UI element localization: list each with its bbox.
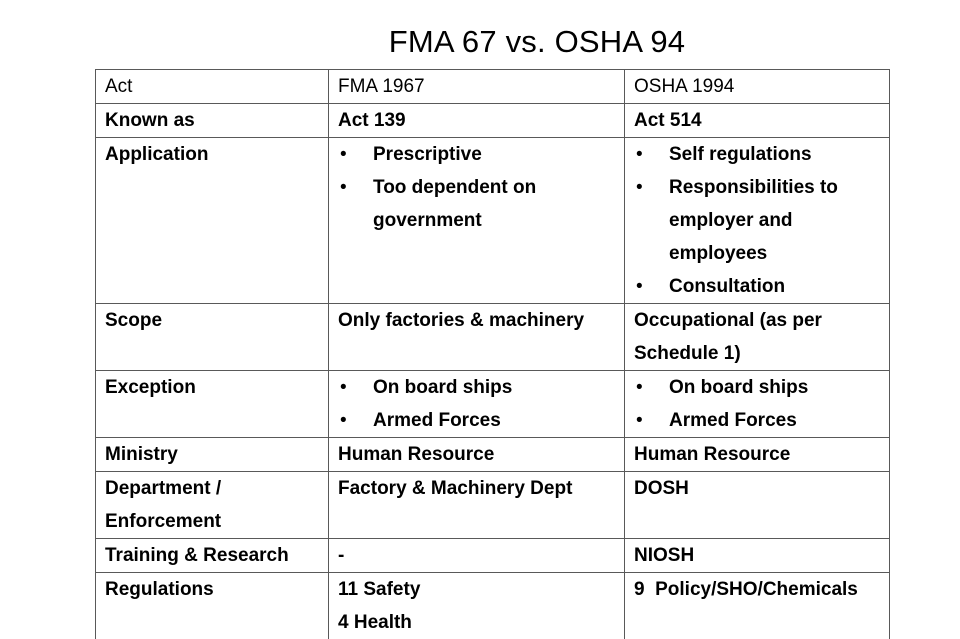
fma-cell: - xyxy=(329,539,625,573)
osha-cell: Act 514 xyxy=(625,104,890,138)
row-label: Training & Research xyxy=(96,539,329,573)
fma-bullet-list xyxy=(338,371,616,437)
bullet-item: • On board ships xyxy=(338,371,616,404)
fma-cell xyxy=(329,573,625,639)
table-row-scope xyxy=(96,304,890,371)
row-label: Scope xyxy=(96,304,329,371)
fma-cell xyxy=(329,138,625,304)
table-header-row xyxy=(96,70,890,104)
slide-title: FMA 67 vs. OSHA 94 xyxy=(0,18,960,66)
regulation-line: 11 Safety xyxy=(338,573,616,606)
fma-cell: Factory & Machinery Dept xyxy=(329,472,625,539)
osha-cell xyxy=(625,371,890,438)
fma-cell: Only factories & machinery xyxy=(329,304,625,371)
osha-cell: Human Resource xyxy=(625,438,890,472)
table-row-ministry xyxy=(96,438,890,472)
bullet-item: • Self regulations xyxy=(634,138,881,171)
fma-bullet-list xyxy=(338,138,616,237)
osha-bullet-list xyxy=(634,138,881,303)
table-row-training xyxy=(96,539,890,573)
bullet-item: • Armed Forces xyxy=(338,404,616,437)
table-row-department xyxy=(96,472,890,539)
table-row-known-as xyxy=(96,104,890,138)
osha-cell: DOSH xyxy=(625,472,890,539)
row-label: Regulations xyxy=(96,573,329,639)
bullet-item: • Prescriptive xyxy=(338,138,616,171)
bullet-item: • Armed Forces xyxy=(634,404,881,437)
comparison-table xyxy=(95,69,890,639)
header-label-cell: Act xyxy=(96,70,329,104)
bullet-item: • Too dependent on government xyxy=(338,171,616,237)
row-label: Ministry xyxy=(96,438,329,472)
fma-cell xyxy=(329,371,625,438)
header-osha-cell: OSHA 1994 xyxy=(625,70,890,104)
row-label: Exception xyxy=(96,371,329,438)
osha-bullet-list xyxy=(634,371,881,437)
osha-cell: 9 Policy/SHO/Chemicals xyxy=(625,573,890,639)
row-label: Application xyxy=(96,138,329,304)
osha-cell: Occupational (as per Schedule 1) xyxy=(625,304,890,371)
table-row-regulations xyxy=(96,573,890,639)
osha-cell xyxy=(625,138,890,304)
fma-cell: Human Resource xyxy=(329,438,625,472)
regulation-line: 4 Health xyxy=(338,606,616,639)
row-label: Known as xyxy=(96,104,329,138)
table-row-application xyxy=(96,138,890,304)
table-row-exception xyxy=(96,371,890,438)
bullet-item: • On board ships xyxy=(634,371,881,404)
header-fma-cell: FMA 1967 xyxy=(329,70,625,104)
bullet-item: • Consultation xyxy=(634,270,881,303)
bullet-item: • Responsibilities to employer and employees xyxy=(634,171,881,270)
fma-cell: Act 139 xyxy=(329,104,625,138)
osha-cell: NIOSH xyxy=(625,539,890,573)
row-label: Department / Enforcement xyxy=(96,472,329,539)
